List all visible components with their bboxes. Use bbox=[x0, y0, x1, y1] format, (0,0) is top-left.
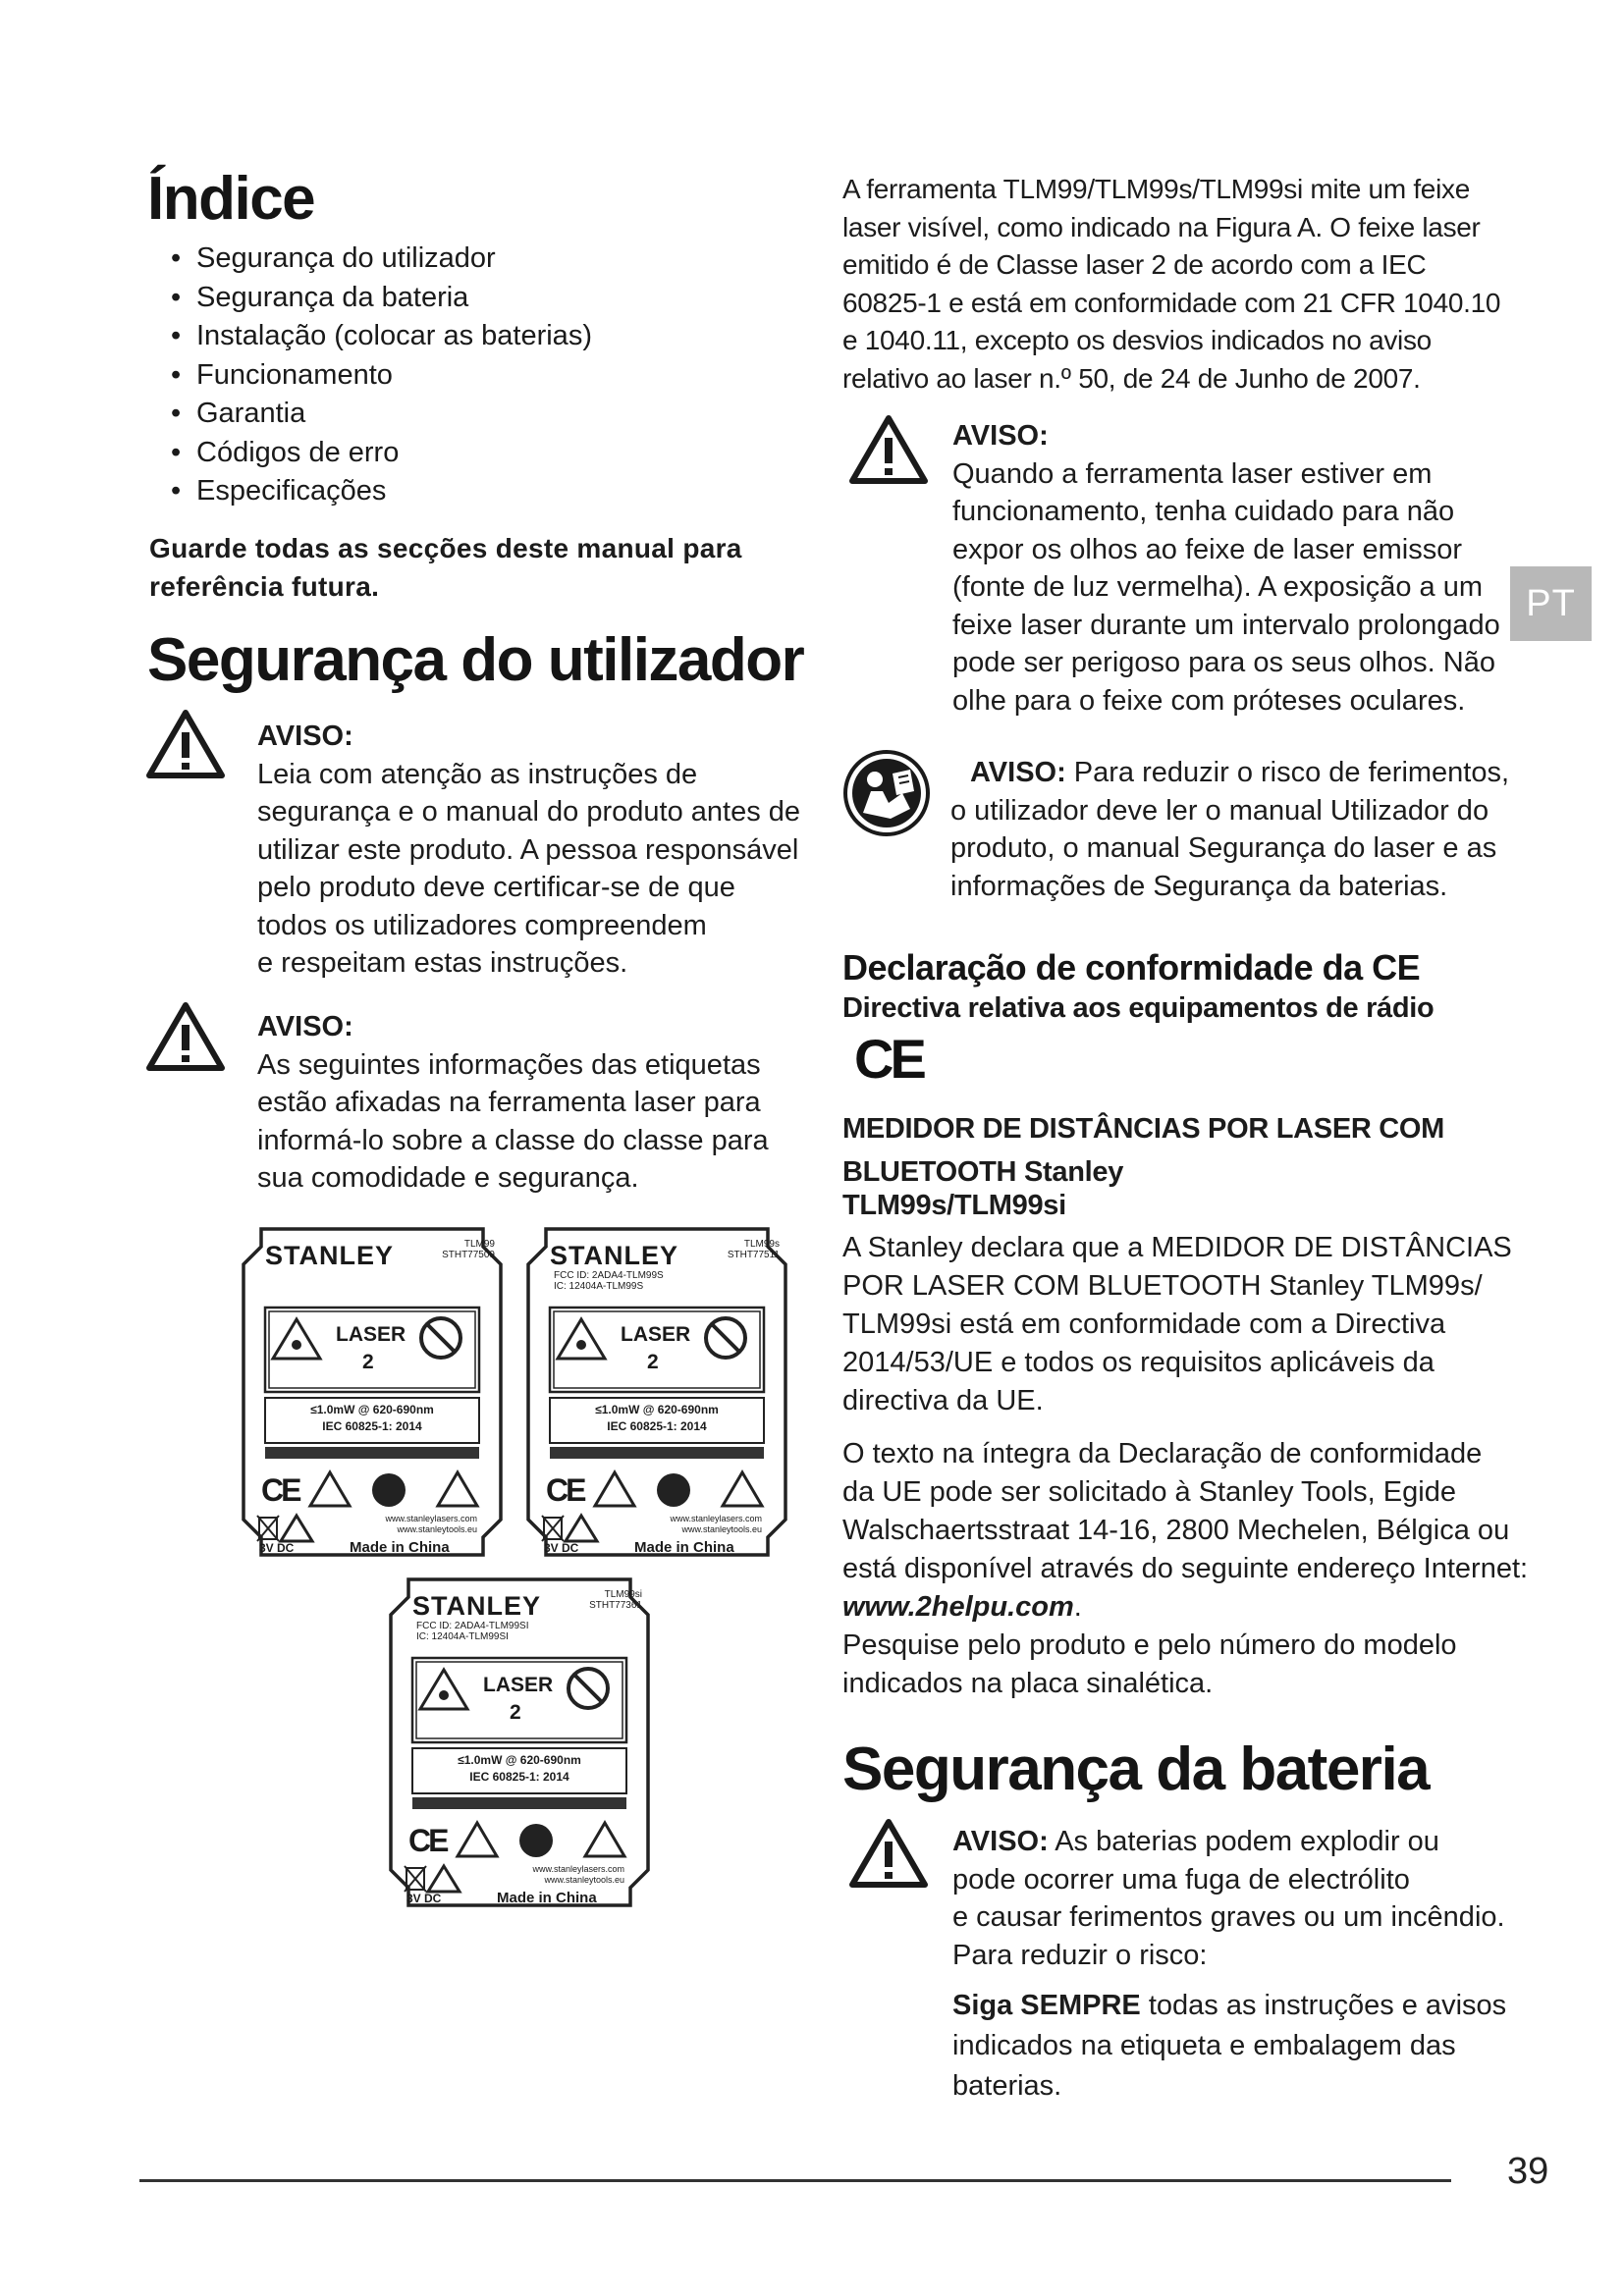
label-brand: STANLEY bbox=[265, 1241, 395, 1270]
page-number: 39 bbox=[1507, 2151, 1549, 2192]
label-laser: LASER bbox=[483, 1674, 554, 1696]
support-link[interactable]: www.2helpu.com bbox=[842, 1591, 1074, 1623]
declaration-paragraph: A Stanley declara que a MEDIDOR DE DISTÂNCIAS POR LASER COM BLUETOOTH Stanley TLM99s/ TLM99si está em conformidade com a Directiva 2014/53/UE e todos os requisitos aplicáveis da directiva da UE. bbox=[842, 1232, 1512, 1416]
label-fcc: FCC ID: 2ADA4-TLM99SI IC: 12404A-TLM99SI bbox=[416, 1621, 529, 1642]
warning-block-3: AVISO: Quando a ferramenta laser estiver em funcionamento, tenha cuidado para não expor os olhos ao feixe de laser emissor (fonte de luz vermelha). A exposição a um feixe laser durante um intervalo prolongado pode ser perigoso para os seus olhos. Não olhe para o feixe com próteses oculares. bbox=[952, 417, 1500, 720]
product-name: MEDIDOR DE DISTÂNCIAS POR LASER COM BLUETOOTH Stanley TLM99s/TLM99si bbox=[842, 1113, 1445, 1221]
label-ce-mark: CE bbox=[261, 1472, 299, 1508]
label-made-in: Made in China bbox=[634, 1539, 734, 1556]
label-class: 2 bbox=[647, 1351, 659, 1373]
label-model: TLM99 STHT77509 bbox=[442, 1239, 495, 1260]
label-web: www.stanleylasers.com www.stanleytools.eu bbox=[385, 1514, 477, 1534]
user-safety-title: Segurança do utilizador bbox=[147, 626, 804, 694]
warning-triangle-icon bbox=[145, 1001, 226, 1072]
toc-item[interactable]: • Garantia bbox=[147, 395, 592, 434]
label-web: www.stanleylasers.com www.stanleytools.eu bbox=[532, 1864, 624, 1885]
label-laser: LASER bbox=[621, 1323, 691, 1346]
warning-title: AVISO: bbox=[952, 1826, 1049, 1857]
footer-rule bbox=[139, 2179, 1451, 2182]
ce-mark: CE bbox=[854, 1028, 923, 1090]
label-model: TLM99s STHT77511 bbox=[727, 1239, 780, 1260]
label-ce-mark: CE bbox=[546, 1472, 584, 1508]
warning-title: AVISO: bbox=[970, 757, 1066, 788]
laser-warning-label bbox=[240, 1225, 505, 1559]
label-fcc: FCC ID: 2ADA4-TLM99S IC: 12404A-TLM99S bbox=[554, 1270, 664, 1292]
laser-warning-label bbox=[524, 1225, 789, 1559]
label-made-in: Made in China bbox=[497, 1890, 597, 1906]
toc-item[interactable]: • Códigos de erro bbox=[147, 434, 592, 473]
label-power: 3V DC bbox=[406, 1892, 442, 1905]
label-brand: STANLEY bbox=[550, 1241, 679, 1270]
keep-manual-note: Guarde todas as secções deste manual para referência futura. bbox=[149, 533, 742, 602]
warning-title: AVISO: bbox=[257, 1011, 353, 1042]
intro-paragraph: A ferramenta TLM99/TLM99s/TLM99si mite um feixe laser visível, como indicado na Figura A. O feixe laser emitido é de Classe laser 2 de acordo com a IEC 60825-1 e está em conformidade com 21 CFR 1040.10 e 1040.11, excepto os desvios indicados no aviso relativo ao laser n.º 50, de 24 de Junho de 2007. bbox=[842, 174, 1501, 394]
full-text-paragraph: O texto na íntegra da Declaração de conformidade da UE pode ser solicitado à Stanley Tools, Egide Walschaertsstraat 14-16, 2800 Mechelen, Bélgica ou está disponível através do seguinte endereço Internet: www.2helpu.com. Pesquise pelo produto e pelo número do modelo indicados na placa sinalética. bbox=[842, 1438, 1529, 1699]
language-tab[interactable]: PT bbox=[1510, 566, 1592, 641]
label-model: TLM99si STHT77361 bbox=[589, 1589, 642, 1611]
warning-block-5: AVISO: As baterias podem explodir ou pode ocorrer uma fuga de electrólito e causar ferimentos graves ou um incêndio. Para reduzir o risco: Siga SEMPRE todas as instruções e avisos indicados na etiqueta e embalagem das baterias. bbox=[952, 1826, 1507, 2102]
toc-item[interactable]: • Instalação (colocar as baterias) bbox=[147, 317, 592, 356]
label-laser: LASER bbox=[336, 1323, 406, 1346]
label-web: www.stanleylasers.com www.stanleytools.eu bbox=[670, 1514, 762, 1534]
toc-item[interactable]: • Funcionamento bbox=[147, 356, 592, 396]
label-spec: ≤1.0mW @ 620-690nm IEC 60825-1: 2014 bbox=[310, 1403, 434, 1433]
battery-safety-title: Segurança da bateria bbox=[842, 1735, 1430, 1803]
laser-warning-label bbox=[387, 1575, 652, 1909]
toc-item[interactable]: • Segurança do utilizador bbox=[147, 240, 592, 279]
label-brand: STANLEY bbox=[412, 1591, 542, 1621]
warning-block-2: AVISO: As seguintes informações das etiquetas estão afixadas na ferramenta laser para informá-lo sobre a classe do classe para sua comodidade e segurança. bbox=[257, 1008, 769, 1198]
label-ce-mark: CE bbox=[408, 1823, 447, 1858]
toc-item[interactable]: • Especificações bbox=[147, 472, 592, 511]
ce-directive-subtitle: Directiva relativa aos equipamentos de rádio bbox=[842, 992, 1435, 1024]
label-spec: ≤1.0mW @ 620-690nm IEC 60825-1: 2014 bbox=[458, 1753, 581, 1784]
label-made-in: Made in China bbox=[350, 1539, 450, 1556]
toc-item[interactable]: • Segurança da bateria bbox=[147, 279, 592, 318]
warning-triangle-icon bbox=[848, 1818, 929, 1889]
table-of-contents bbox=[147, 240, 592, 511]
label-class: 2 bbox=[510, 1701, 521, 1724]
warning-block-1: AVISO: Leia com atenção as instruções de segurança e o manual do produto antes de utilizar este produto. A pessoa responsável pelo produto deve certificar-se de que todos os utilizadores compreendem e respeitam estas instruções. bbox=[257, 718, 800, 983]
label-power: 3V DC bbox=[544, 1541, 579, 1555]
read-manual-icon bbox=[841, 748, 932, 838]
warning-triangle-icon bbox=[848, 414, 929, 485]
warning-title: AVISO: bbox=[257, 721, 353, 752]
warning-block-4: AVISO: Para reduzir o risco de ferimentos, o utilizador deve ler o manual Utilizador do produto, o manual Segurança do laser e as informações de Segurança da baterias. bbox=[950, 757, 1510, 902]
warning-triangle-icon bbox=[145, 709, 226, 779]
label-class: 2 bbox=[362, 1351, 374, 1373]
label-power: 3V DC bbox=[259, 1541, 295, 1555]
ce-declaration-title: Declaração de conformidade da CE bbox=[842, 947, 1421, 988]
label-outline bbox=[240, 1225, 505, 1559]
warning-title: AVISO: bbox=[952, 420, 1049, 452]
label-spec: ≤1.0mW @ 620-690nm IEC 60825-1: 2014 bbox=[595, 1403, 719, 1433]
index-title: Índice bbox=[147, 165, 315, 233]
